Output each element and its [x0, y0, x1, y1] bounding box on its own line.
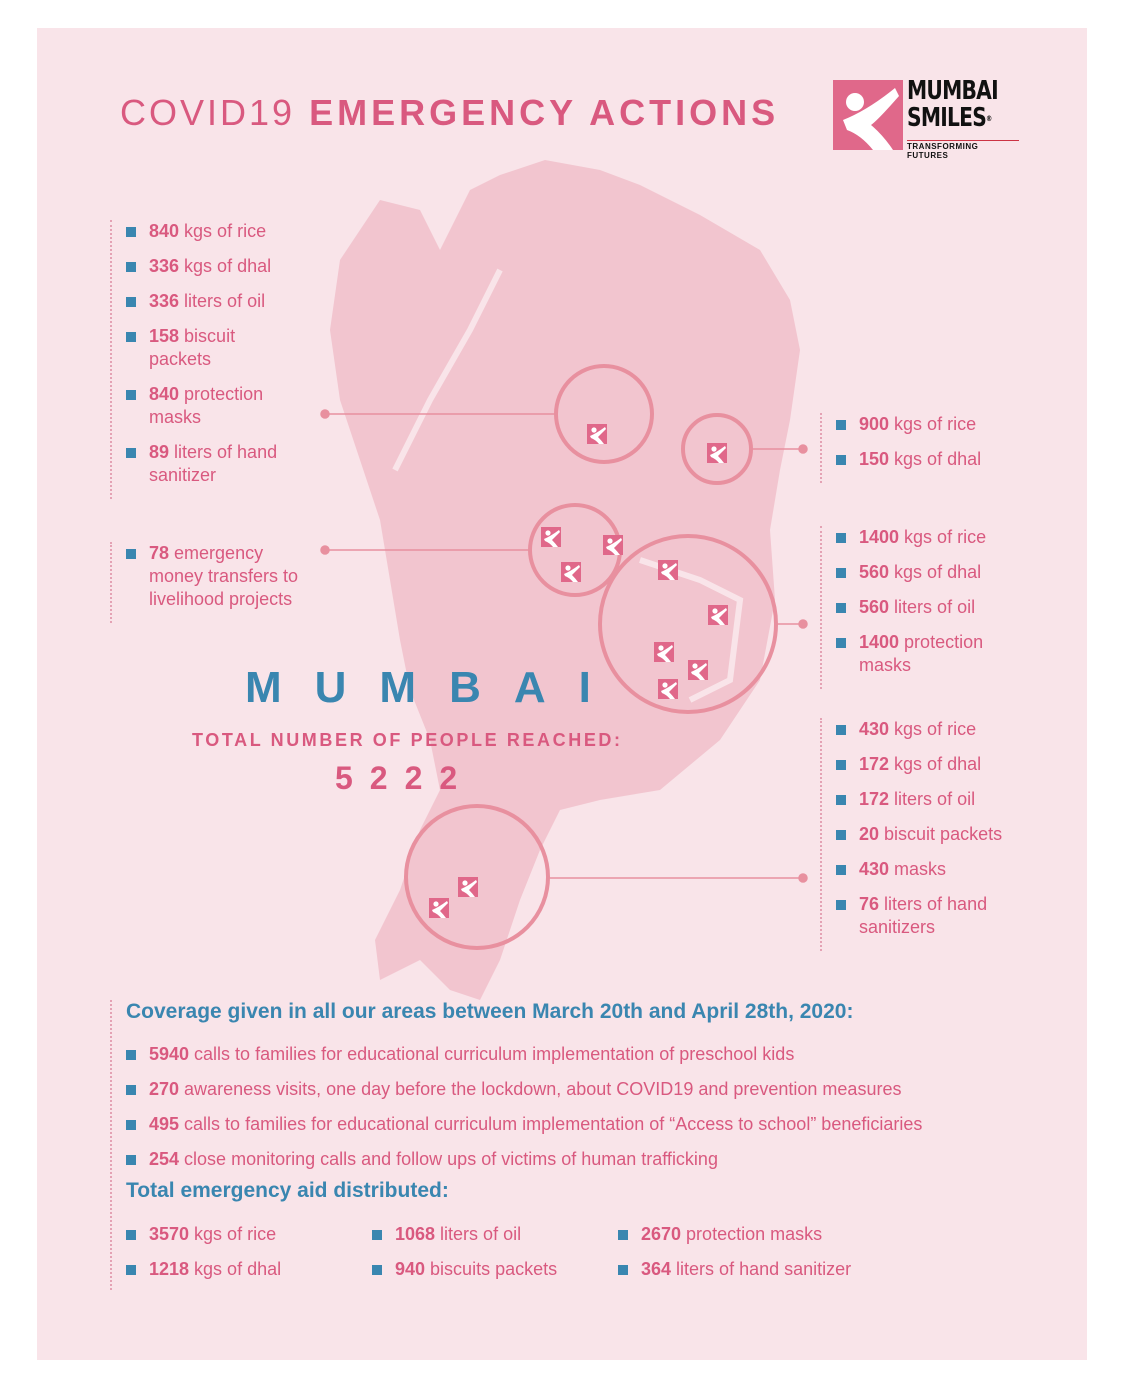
totals-col-1	[112, 1223, 358, 1293]
totals-col-2	[358, 1223, 604, 1293]
aid-item: 940 biscuits packets	[370, 1258, 604, 1281]
totals-heading: Total emergency aid distributed:	[126, 1179, 449, 1202]
location-marker-icon	[458, 877, 478, 897]
aid-item: 495 calls to families for educational curriculum implementation of “Access to school” beneficiaries	[124, 1113, 1072, 1136]
location-marker-icon	[541, 527, 561, 547]
location-marker-icon	[603, 535, 623, 555]
aid-item: 270 awareness visits, one day before the lockdown, about COVID19 and prevention measures	[124, 1078, 1072, 1101]
aid-item: 150 kgs of dhal	[834, 448, 1034, 471]
aid-item: 3570 kgs of rice	[124, 1223, 358, 1246]
aid-item: 172 liters of oil	[834, 788, 1014, 811]
totals-col-3	[604, 1223, 851, 1293]
mumbai-smiles-logo: MUMBAI SMILES® TRANSFORMING FUTURES	[833, 80, 1019, 152]
aid-item: 560 kgs of dhal	[834, 561, 994, 584]
coverage-heading: Coverage given in all our areas between March 20th and April 28th, 2020:	[126, 1000, 854, 1023]
aid-item: 76 liters of hand sanitizers	[834, 893, 1014, 939]
aid-item: 78 emergency money transfers to livelihood projects	[124, 542, 299, 611]
aid-item: 430 kgs of rice	[834, 718, 1014, 741]
people-reached-label: TOTAL NUMBER OF PEOPLE REACHED:	[192, 730, 623, 750]
aid-item: 172 kgs of dhal	[834, 753, 1014, 776]
right-aid-list-1	[820, 413, 1034, 483]
aid-item: 560 liters of oil	[834, 596, 994, 619]
aid-item: 1218 kgs of dhal	[124, 1258, 358, 1281]
aid-item: 158 biscuit packets	[124, 325, 294, 371]
left-aid-list-2	[110, 542, 299, 623]
location-marker-icon	[658, 560, 678, 580]
aid-item: 1068 liters of oil	[370, 1223, 604, 1246]
left-aid-list-1	[110, 220, 294, 499]
aid-item: 900 kgs of rice	[834, 413, 1034, 436]
aid-item: 20 biscuit packets	[834, 823, 1014, 846]
aid-item: 840 kgs of rice	[124, 220, 294, 243]
logo-figure-icon	[833, 80, 903, 150]
right-aid-list-2	[820, 526, 994, 689]
aid-item: 1400 kgs of rice	[834, 526, 994, 549]
location-marker-icon	[707, 443, 727, 463]
aid-item: 364 liters of hand sanitizer	[616, 1258, 851, 1281]
location-marker-icon	[587, 424, 607, 444]
right-aid-list-3	[820, 718, 1014, 951]
coverage-list	[112, 1043, 1072, 1171]
coverage-section	[110, 1000, 1072, 1290]
aid-item: 89 liters of hand sanitizer	[124, 441, 294, 487]
aid-item: 336 kgs of dhal	[124, 255, 294, 278]
location-marker-icon	[688, 660, 708, 680]
location-marker-icon	[429, 898, 449, 918]
people-reached-total: 5222	[335, 760, 475, 796]
aid-item: 840 protection masks	[124, 383, 294, 429]
aid-item: 1400 protection masks	[834, 631, 994, 677]
aid-item: 5940 calls to families for educational curriculum implementation of preschool kids	[124, 1043, 1072, 1066]
location-marker-icon	[708, 605, 728, 625]
location-marker-icon	[658, 679, 678, 699]
aid-item: 2670 protection masks	[616, 1223, 851, 1246]
page-title: COVID19 EMERGENCY ACTIONS	[120, 92, 780, 133]
location-marker-icon	[561, 562, 581, 582]
aid-item: 336 liters of oil	[124, 290, 294, 313]
city-name: MUMBAI	[245, 663, 624, 712]
aid-item: 254 close monitoring calls and follow ups of victims of human trafficking	[124, 1148, 1072, 1171]
location-marker-icon	[654, 642, 674, 662]
aid-item: 430 masks	[834, 858, 1014, 881]
